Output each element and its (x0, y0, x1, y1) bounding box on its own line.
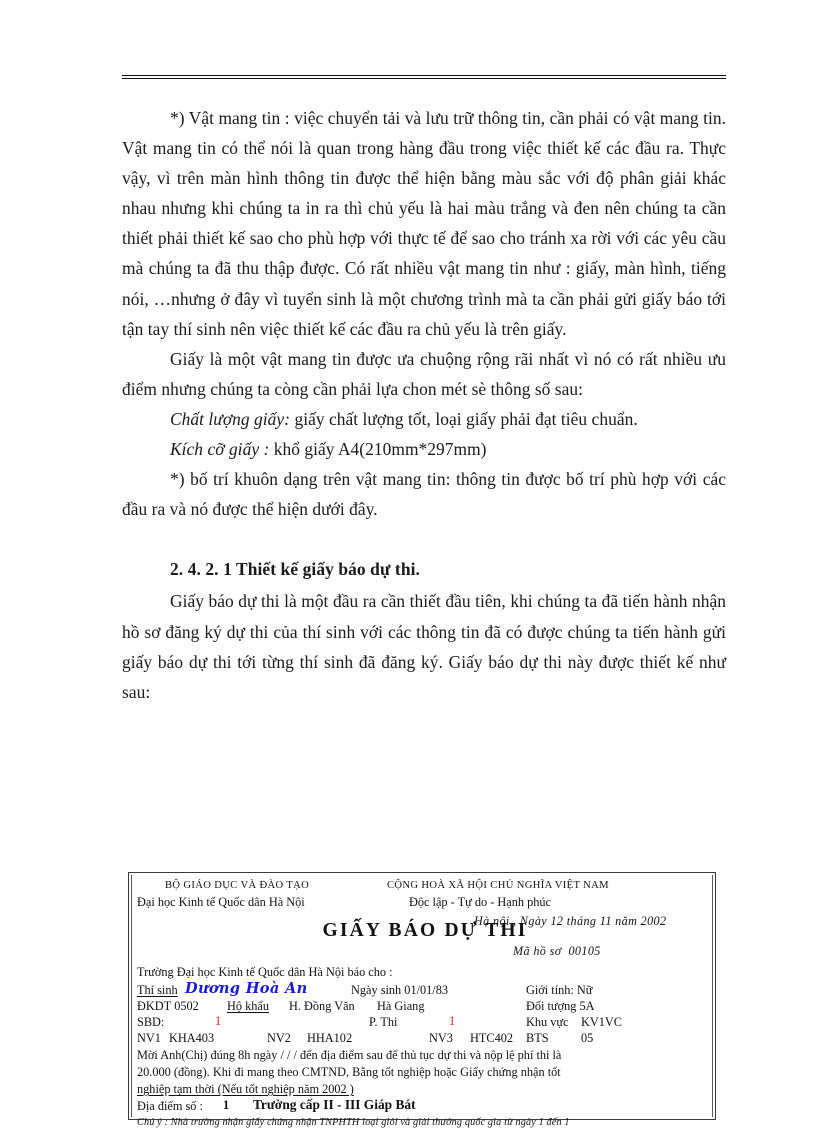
form-dkdt-label: ĐKDT (137, 999, 172, 1013)
form-location-number: 1 (223, 1098, 230, 1112)
form-residence-label: Hộ khẩu (227, 999, 270, 1013)
paragraph-giay-vat-mang-tin: Giấy là một vật mang tin được ưa chuộng rộng rãi nhất vì nó có rất nhiều ưu điểm nhưng chúng ta còng cần phải lựa chon mét sè thông số sau: (122, 348, 726, 399)
body-text-column (122, 103, 726, 707)
form-invite-line-3: nghiệp tạm thời (Nếu tốt nghiệp năm 2002 ) (137, 1082, 354, 1096)
form-notify-line: Trường Đại học Kinh tế Quốc dân Hà Nội báo cho : (137, 965, 393, 979)
section-heading-2-4-2-1: 2. 4. 2. 1 Thiết kế giấy báo dự thi. (170, 559, 420, 580)
form-file-code (513, 944, 601, 959)
form-national-title: CỘNG HOÀ XÃ HỘI CHỦ NGHĨA VIỆT NAM (387, 880, 609, 891)
form-residence-province: Hà Giang (377, 999, 425, 1013)
exam-notice-form-inner (137, 878, 707, 1128)
form-bts-label: BTS (526, 1031, 549, 1045)
form-area-value: KV1VC (581, 1015, 622, 1029)
spec-value-chat-luong-giay: giấy chất lượng tốt, loại giấy phải đạt tiêu chuẩn. (290, 408, 638, 429)
exam-notice-form (128, 872, 716, 1128)
paragraph-giay-bao-du-thi: Giấy báo dự thi là một đầu ra cần thiết đầu tiên, khi chúng ta đã tiến hành nhận hồ sơ đăng ký dự thi của thí sinh với các thông tin đã có được chúng ta tiến hành gửi giấy báo dự thi tới từng thí sinh đã đăng ký. Giấy báo dự thi này được thiết kế như sau: (122, 591, 726, 702)
paragraph-vat-mang-tin: *) Vật mang tin : việc chuyển tải và lưu trữ thông tin, cần phải có vật mang tin. Vật mang tin có thể nói là quan trong hàng đầu trong việc thiết kế các đầu ra. Thực vậy, vì trên màn hình thông tin được thể hiện bằng màu sắc với độ phân giải khác nhau nhưng khi chúng ta in ra thì chủ yếu là hai màu trắng và đen nên chúng ta cần thiết phải thiết kế sao cho phù hợp với thực tế để sao cho tránh xa rời với các yêu cầu mà chúng ta đã thu thập được. Có rất nhiều vật mang tin như : giấy, màn hình, tiếng nói, …nhưng ở đây vì tuyển sinh là một chương trình mà ta cần phải gửi giấy báo tới tận tay thí sinh nên việc thiết kế các đầu ra chủ yếu là trên giấy. (122, 108, 726, 339)
form-title (137, 920, 707, 942)
form-bts-value: 05 (581, 1031, 594, 1045)
form-birth-label: Ngày sinh (351, 983, 402, 997)
form-file-code-value: 00105 (568, 944, 601, 958)
form-birth (351, 983, 448, 998)
form-location-label: Địa điểm số : (137, 1099, 203, 1113)
form-birth-value: 01/01/83 (404, 983, 449, 997)
form-dkdt-value: 0502 (174, 999, 199, 1013)
form-subject-value: 5A (579, 999, 595, 1013)
form-subject-label: Đối tượng (526, 999, 577, 1013)
form-sbd-label: SBD: (137, 1015, 165, 1029)
form-sbd-value: 1 (215, 1014, 222, 1028)
form-nv3-value: HTC402 (470, 1031, 514, 1045)
form-file-code-label: Mã hồ sơ (513, 944, 562, 958)
form-candidate-name: Dương Hoà An (185, 980, 308, 997)
spec-line-kich-co-giay (122, 434, 726, 464)
form-nv1-value: KHA403 (169, 1031, 215, 1045)
form-invite-line-1: Mời Anh(Chị) đúng 8h ngày / / / đến địa điểm sau để thủ tục dự thi và nộp lệ phí thi là (137, 1048, 562, 1062)
form-room-label: P. Thi (369, 1015, 398, 1029)
form-gender (526, 983, 592, 998)
spec-label-kich-co-giay: Kích cỡ giấy : (170, 439, 270, 460)
header-rule-divider (122, 75, 726, 79)
heading-spacer-top (122, 524, 726, 554)
form-subject (526, 999, 595, 1014)
form-national-motto: Độc lập - Tự do - Hạnh phúc (409, 895, 552, 909)
form-dkdt (137, 999, 199, 1014)
form-nv2-value: HHA102 (307, 1031, 353, 1045)
form-candidate-label: Thí sinh (137, 983, 178, 997)
form-nv1-label: NV1 (137, 1031, 161, 1045)
form-room-value: 1 (449, 1014, 456, 1028)
spec-label-chat-luong-giay: Chất lượng giấy: (170, 408, 291, 429)
form-note-line: Chú ý : Nhà trường nhận giấy chứng nhận TNPHTH loại giỏi và giải thưởng quốc gia từ ngày 1 đến 1 (137, 1117, 570, 1128)
form-university-line: Đại học Kinh tế Quốc dân Hà Nội (137, 895, 305, 909)
form-nv3-label: NV3 (429, 1031, 453, 1045)
form-place-date: Hà nội , Ngày 12 tháng 11 năm 2002 (474, 914, 667, 928)
form-location-name: Trường cấp II - III Giáp Bát (253, 1097, 416, 1112)
form-title-text: GIẤY BÁO DỰ THI (322, 920, 528, 941)
spec-line-chat-luong-giay (122, 404, 726, 434)
form-gender-value: Nữ (576, 983, 593, 997)
form-invite-line-2: 20.000 (đồng). Khi đi mang theo CMTND, Bằng tốt nghiệp hoặc Giấy chứng nhận tốt (137, 1065, 561, 1079)
form-area-label: Khu vực (526, 1015, 569, 1029)
form-ministry-line: BỘ GIÁO DỤC VÀ ĐÀO TẠO (165, 880, 310, 891)
form-gender-label: Giới tính: (526, 983, 574, 997)
spec-value-kich-co-giay: khổ giấy A4(210mm*297mm) (269, 439, 487, 460)
paragraph-bo-tri-khuon-dang: *) bố trí khuôn dạng trên vật mang tin: thông tin được bố trí phù hợp với các đầu ra và nó được thể hiện dưới đây. (122, 469, 726, 520)
form-residence-district: H. Đồng Văn (289, 999, 355, 1013)
form-nv2-label: NV2 (267, 1031, 291, 1045)
